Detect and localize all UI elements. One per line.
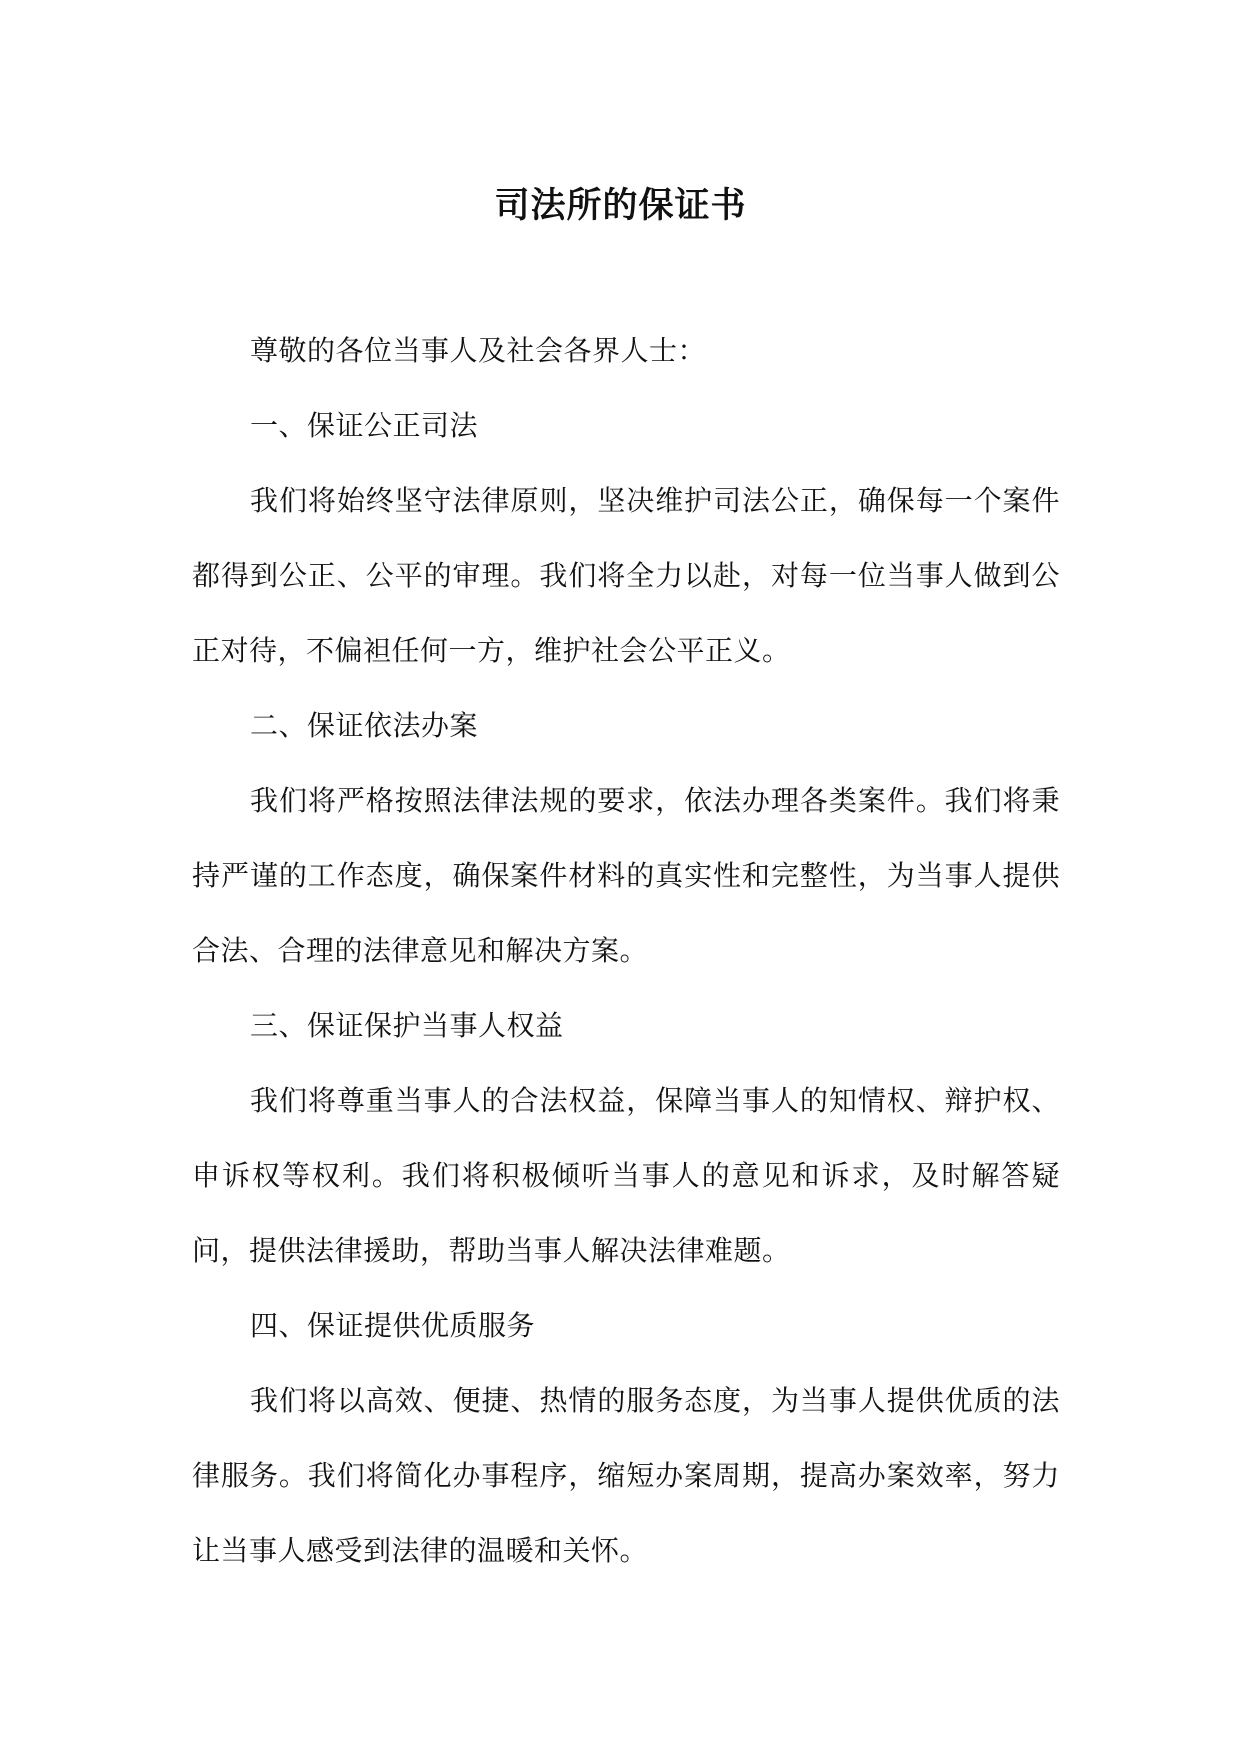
section-heading-4: 四、保证提供优质服务 [250,1309,536,1342]
section-body-1: 我们将始终坚守法律原则，坚决维护司法公正，确保每一个案件都得到公正、公平的审理。我们将全力以赴，对每一位当事人做到公正对待，不偏袒任何一方，维护社会公平正义。 [192,484,1060,667]
section-heading-1: 一、保证公正司法 [250,409,479,442]
salutation: 尊敬的各位当事人及社会各界人士： [250,334,707,367]
document-title: 司法所的保证书 [494,186,747,226]
document-body [192,313,1060,1588]
section-body-2: 我们将严格按照法律法规的要求，依法办理各类案件。我们将秉持严谨的工作态度，确保案件材料的真实性和完整性，为当事人提供合法、合理的法律意见和解决方案。 [192,784,1060,967]
section-body-4: 我们将以高效、便捷、热情的服务态度，为当事人提供优质的法律服务。我们将简化办事程序，缩短办案周期，提高办案效率，努力让当事人感受到法律的温暖和关怀。 [192,1384,1060,1567]
section-heading-3: 三、保证保护当事人权益 [250,1009,564,1042]
section-body-3: 我们将尊重当事人的合法权益，保障当事人的知情权、辩护权、申诉权等权利。我们将积极倾听当事人的意见和诉求，及时解答疑问，提供法律援助，帮助当事人解决法律难题。 [192,1084,1060,1267]
section-heading-2: 二、保证依法办案 [250,709,479,742]
